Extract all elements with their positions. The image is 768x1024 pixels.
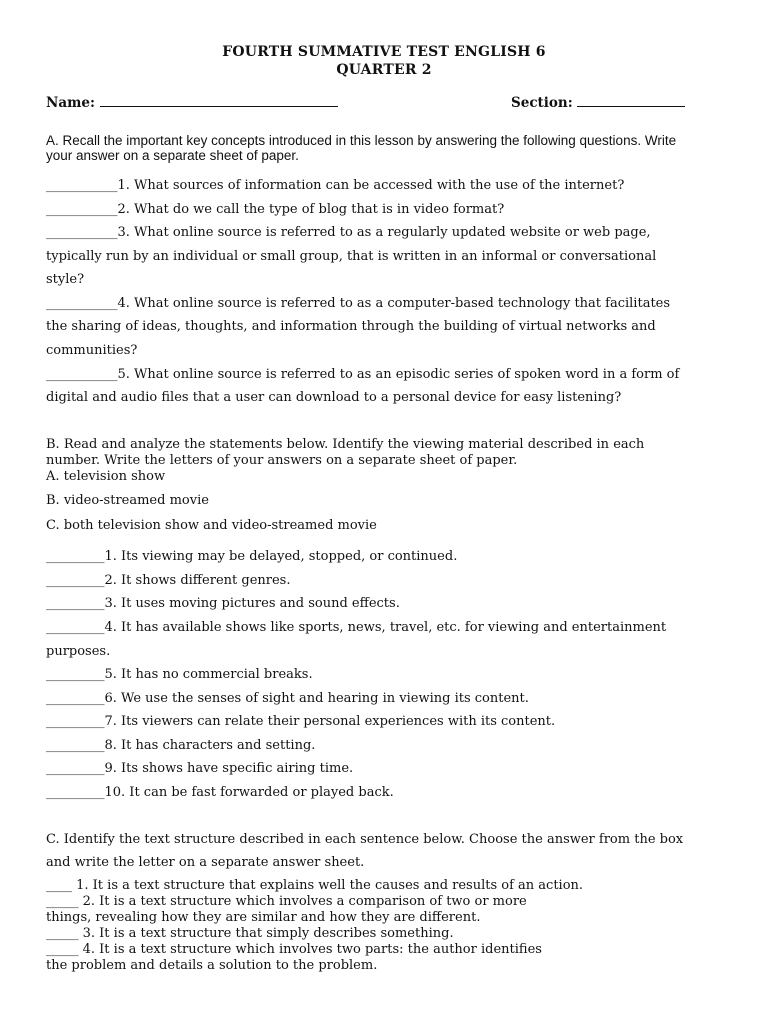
test-subtitle: QUARTER 2 <box>336 62 432 78</box>
test-title: FOURTH SUMMATIVE TEST ENGLISH 6 <box>222 44 546 60</box>
section-field <box>511 95 685 111</box>
part-a-line: ___________3. What online source is referred to as a regularly updated website or web page, <box>46 225 651 240</box>
part-a-instructions-1: A. Recall the important key concepts introduced in this lesson by answering the following questions. Write <box>46 133 677 148</box>
part-b-line: _________1. Its viewing may be delayed, stopped, or continued. <box>46 549 458 564</box>
part-c-instructions-2: and write the letter on a separate answer sheet. <box>46 855 365 870</box>
name-label: Name: <box>46 95 95 111</box>
part-a-instructions-2: your answer on a separate sheet of paper. <box>46 148 299 163</box>
part-b-line: _________9. Its shows have specific airing time. <box>46 761 354 776</box>
part-b-line: _________10. It can be fast forwarded or played back. <box>46 785 394 800</box>
part-b-line: _________5. It has no commercial breaks. <box>46 667 313 682</box>
part-b-line: _________4. It has available shows like sports, news, travel, etc. for viewing and entertainment <box>46 620 667 635</box>
part-c-line: the problem and details a solution to the problem. <box>46 958 378 973</box>
part-a-line: ___________5. What online source is referred to as an episodic series of spoken word in a form of <box>46 367 680 382</box>
part-c-line: things, revealing how they are similar and how they are different. <box>46 910 481 925</box>
choice-b: B. video-streamed movie <box>46 493 209 508</box>
part-a-line: ___________2. What do we call the type of blog that is in video format? <box>46 202 505 217</box>
part-a-line: ___________1. What sources of information can be accessed with the use of the internet? <box>46 178 625 193</box>
part-c-line: _____ 3. It is a text structure that simply describes something. <box>46 926 454 941</box>
choice-a: A. television show <box>46 469 166 484</box>
part-b-line: purposes. <box>46 644 111 659</box>
part-c-line: ____ 1. It is a text structure that explains well the causes and results of an action. <box>46 878 584 893</box>
part-b-instructions-1: B. Read and analyze the statements below. Identify the viewing material described in each <box>46 437 645 452</box>
part-a-line: ___________4. What online source is referred to as a computer-based technology that facilitates <box>46 296 671 311</box>
part-a-line: digital and audio files that a user can download to a personal device for easy listening? <box>46 390 622 405</box>
part-b-instructions-2: number. Write the letters of your answers on a separate sheet of paper. <box>46 453 518 468</box>
part-a-line: typically run by an individual or small group, that is written in an informal or conversational <box>46 249 657 264</box>
part-c-line: _____ 4. It is a text structure which involves two parts: the author identifies <box>46 942 542 957</box>
part-b-line: _________2. It shows different genres. <box>46 573 291 588</box>
name-field <box>46 95 338 111</box>
choice-c: C. both television show and video-streamed movie <box>46 518 377 533</box>
part-b-line: _________6. We use the senses of sight and hearing in viewing its content. <box>46 691 529 706</box>
name-blank <box>100 95 338 107</box>
part-a-line: communities? <box>46 343 138 358</box>
part-a-line: the sharing of ideas, thoughts, and information through the building of virtual networks and <box>46 319 656 334</box>
section-label: Section: <box>511 95 573 111</box>
part-b-line: _________7. Its viewers can relate their personal experiences with its content. <box>46 714 556 729</box>
part-b-line: _________8. It has characters and setting. <box>46 738 316 753</box>
section-blank <box>577 95 685 107</box>
part-b-line: _________3. It uses moving pictures and sound effects. <box>46 596 400 611</box>
part-a-line: style? <box>46 272 85 287</box>
part-c-instructions-1: C. Identify the text structure described in each sentence below. Choose the answer from the box <box>46 832 684 847</box>
part-c-line: _____ 2. It is a text structure which involves a comparison of two or more <box>46 894 527 909</box>
